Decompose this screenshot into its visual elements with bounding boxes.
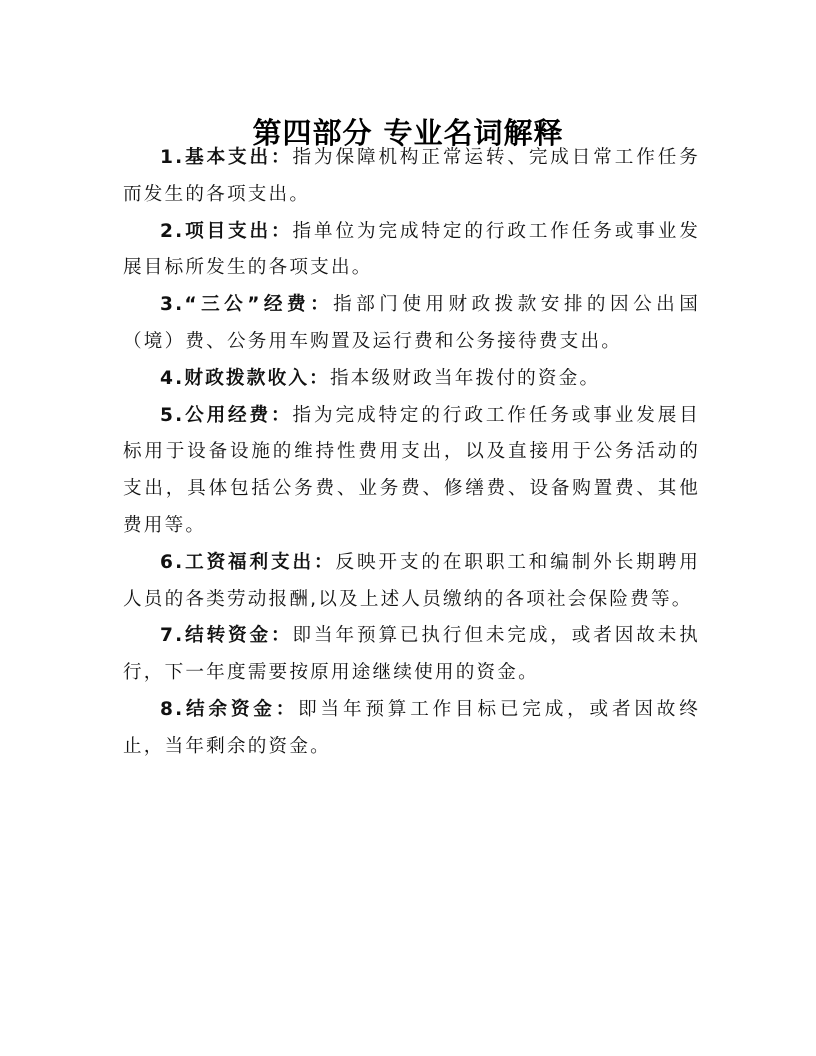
term-definition: 反映开支的在职职工和编制外长期聘用人员的各类劳动报酬,以及上述人员缴纳的各项社会保险费等。: [123, 551, 700, 610]
term-definition: 指部门使用财政拨款安排的因公出国（境）费、公务用车购置及运行费和公务接待费支出。: [123, 294, 701, 352]
term-item-wage-welfare-expenditure: [123, 545, 700, 619]
term-name: 1.基本支出：: [160, 147, 293, 168]
term-name: 2.项目支出：: [160, 220, 293, 242]
term-definition: 指单位为完成特定的行政工作任务或事业发展目标所发生的各项支出。: [123, 220, 700, 279]
term-definition: 指为完成特定的行政工作任务或事业发展目标用于设备设施的维持性费用支出，以及直接用于公务活动的支出，具体包括公务费、业务费、修缮费、设备购置费、其他费用等。: [123, 404, 700, 536]
term-name: 6.工资福利支出：: [160, 551, 336, 573]
term-item-three-public-expenses: [123, 287, 700, 361]
term-name: 8.结余资金：: [160, 698, 299, 720]
term-definition: 即当年预算已执行但未完成，或者因故未执行，下一年度需要按原用途继续使用的资金。: [123, 625, 700, 684]
term-item-public-expenses: [123, 398, 700, 545]
term-list: [123, 140, 700, 766]
page-title: 第四部分 专业名词解释: [252, 116, 564, 151]
term-item-project-expenditure: [123, 214, 700, 288]
term-name: 3.“三公”经费：: [160, 294, 334, 316]
term-name: 7.结转资金：: [160, 625, 293, 647]
term-item-balance-funds: [123, 692, 700, 766]
term-item-carryover-funds: [123, 618, 700, 692]
term-definition: 指为保障机构正常运转、完成日常工作任务而发生的各项支出。: [123, 147, 700, 205]
term-definition: 即当年预算工作目标已完成，或者因故终止，当年剩余的资金。: [123, 698, 700, 757]
term-definition: 指本级财政当年拨付的资金。: [329, 367, 601, 389]
term-item-fiscal-appropriation-income: [123, 361, 700, 398]
term-item-basic-expenditure: [123, 140, 700, 214]
term-name: 4.财政拨款收入：: [160, 367, 330, 389]
term-name: 5.公用经费：: [160, 404, 293, 426]
